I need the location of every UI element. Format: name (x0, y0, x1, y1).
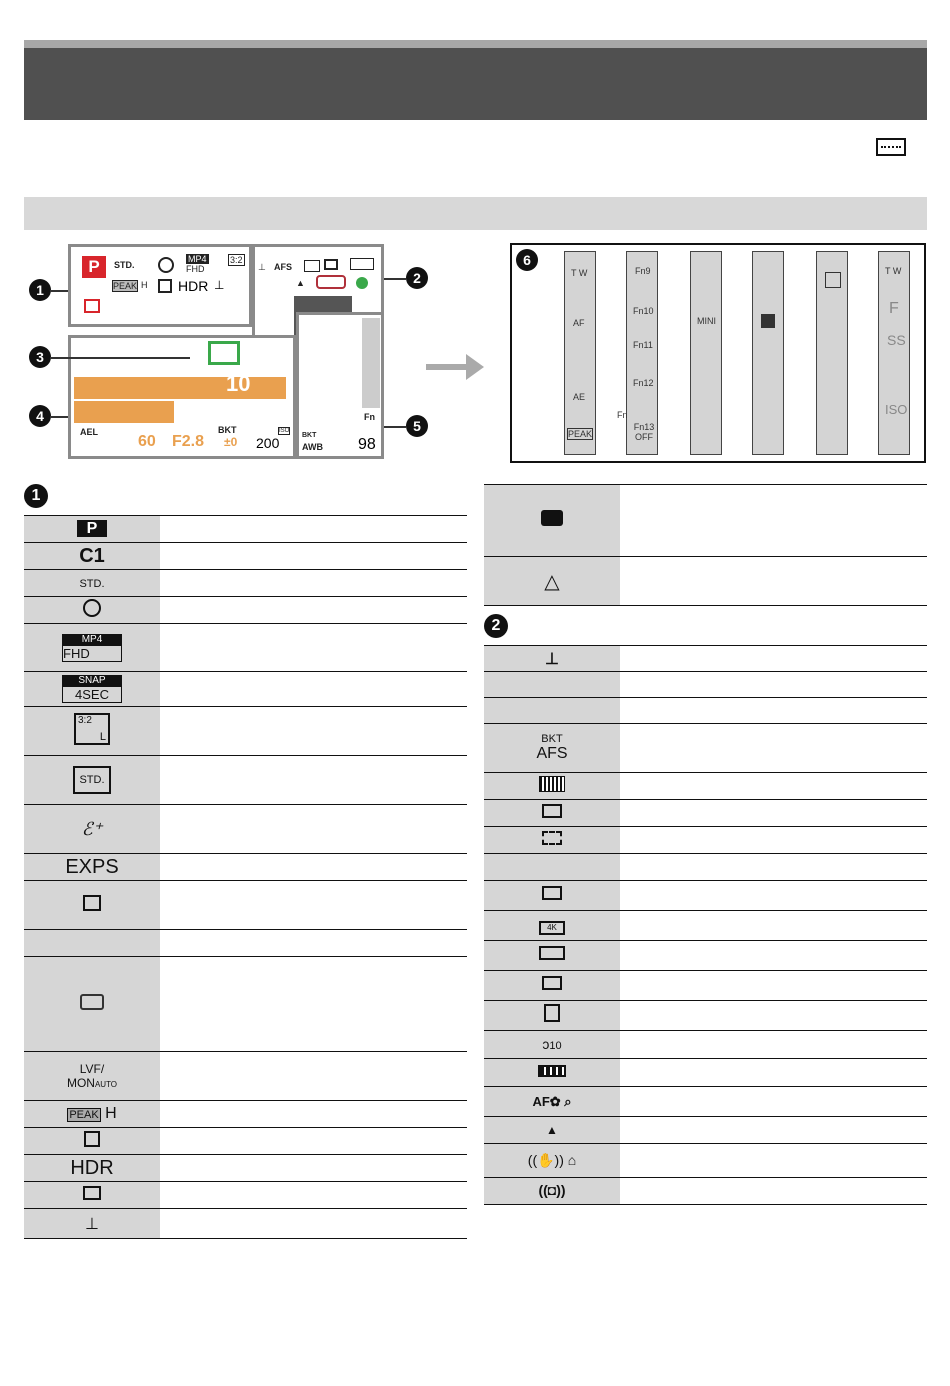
leader-1 (50, 290, 68, 292)
rec-format-icon: MP4 (62, 634, 122, 645)
table-row (484, 646, 927, 672)
mini-icon: MINI (697, 316, 716, 326)
table-row (484, 698, 927, 724)
table-row (24, 672, 467, 707)
picker-icon (825, 272, 841, 288)
table-row (484, 827, 927, 854)
section-1-continued-table (484, 484, 927, 606)
table-row (24, 881, 467, 930)
snap-icon: SNAP (62, 675, 122, 686)
fn12-icon: Fn12 (633, 378, 654, 388)
table-row: ↄ10 (484, 1031, 927, 1059)
fn-tab-label: Fn (617, 410, 628, 420)
exposure-value: ±0 (224, 435, 238, 449)
marker-3: 3 (29, 346, 51, 368)
tab-column-6[interactable] (878, 251, 910, 455)
timer-value: 10 (226, 371, 251, 396)
quality-std-icon: STD. (73, 766, 110, 794)
table-row (484, 881, 927, 911)
iso-icon: ISO (885, 402, 908, 417)
display-panel-3-4 (68, 335, 296, 459)
table-row (484, 1059, 927, 1087)
tab-column-4[interactable] (752, 251, 784, 455)
table-row (24, 1101, 467, 1128)
peak-icon: PEAK (69, 1109, 99, 1121)
fn10-icon: Fn10 (633, 306, 654, 316)
afs-icon: AFS (536, 745, 568, 762)
pinpoint-icon (542, 804, 562, 818)
doc-page-icon (876, 138, 906, 156)
shutter-value: 60 (138, 433, 156, 450)
leader-4 (50, 416, 68, 418)
touch-af-icon: AF (573, 318, 585, 328)
ael-label: AEL (80, 427, 98, 437)
marker-5: 5 (406, 415, 428, 437)
table-row (484, 911, 927, 941)
battery-icon (350, 258, 374, 270)
fn11-icon: Fn11 (633, 340, 653, 350)
table-row (24, 1209, 467, 1239)
level-icon: ⊥ (85, 1215, 99, 1233)
highlight-band-2 (74, 401, 174, 423)
header-band (24, 48, 927, 120)
area-icon (304, 260, 320, 272)
table-row (484, 1178, 927, 1205)
tab-column-5[interactable] (816, 251, 848, 455)
table-row (24, 624, 467, 672)
section-2-table (484, 645, 927, 1205)
camera-icon (80, 994, 104, 1010)
lvf-icon: LVF/ (79, 1062, 105, 1076)
crosshair-icon: ⊥ (258, 262, 266, 272)
table-row (24, 930, 467, 957)
section-1-table (24, 515, 467, 1239)
rec-indicator (356, 277, 368, 289)
display-panel-1 (68, 244, 252, 327)
table-row (24, 854, 467, 881)
tab-column-3[interactable] (690, 251, 722, 455)
marker-6: 6 (516, 249, 538, 271)
multi-exposure-icon (83, 1186, 101, 1200)
mode-icon: P (82, 256, 106, 278)
bracket-icon (544, 1004, 560, 1022)
table-row (484, 1001, 927, 1031)
fn13-icon: Fn13 OFF (633, 422, 655, 442)
hdr-label: HDR (178, 278, 209, 294)
zoom-tw-icon: T W (571, 268, 588, 278)
playback-in-icon (84, 299, 100, 313)
gamma-icon (84, 1131, 100, 1147)
video-format-bottom: FHD (186, 264, 205, 274)
marker-2: 2 (406, 267, 428, 289)
fn9-icon: Fn9 (635, 266, 651, 276)
grid-area-icon (539, 776, 565, 792)
table-row (24, 1155, 467, 1182)
arrow-right-icon (466, 354, 484, 380)
table-row (484, 485, 927, 557)
table-row (484, 800, 927, 827)
peak-icon: PEAK (113, 281, 138, 291)
post-focus-icon (539, 946, 565, 960)
snap-length-icon: 4SEC (62, 686, 122, 703)
af-macro-icon: AF✿ ⌕ (532, 1093, 572, 1109)
level-marker-icon: ▲ (546, 1123, 558, 1137)
hdr-icon: HDR (70, 1156, 114, 1179)
table-row (484, 854, 927, 881)
marker-4: 4 (29, 405, 51, 427)
bkt-icon: BKT (541, 733, 563, 745)
level-icon: ⊥ (214, 278, 225, 292)
fn-label[interactable]: Fn (364, 412, 375, 422)
highlight-band-1 (74, 377, 286, 399)
wb-label: AWB (302, 442, 323, 452)
table-row (24, 543, 467, 570)
peak-tab-icon: PEAK (568, 429, 593, 439)
custom-mode-icon: C1 (79, 544, 105, 567)
tab-column-2[interactable] (617, 251, 658, 455)
shake-icon (316, 275, 346, 289)
warning-icon: △ (544, 570, 560, 593)
monochrome-icon (761, 314, 775, 328)
table-row (484, 1087, 927, 1117)
bkt-label-2: BKT (302, 432, 317, 439)
iso-label: ISO (279, 428, 290, 434)
touch-tab[interactable] (362, 318, 380, 408)
mon-auto-icon: AUTO (94, 1080, 118, 1089)
crosshair-icon: ⊥ (545, 650, 559, 668)
display-panel-5 (296, 312, 384, 459)
table-row (24, 1182, 467, 1209)
aperture-value: F2.8 (172, 433, 205, 450)
table-row (24, 516, 467, 543)
timer-10-icon: 10 (549, 1039, 562, 1052)
leader-5 (384, 426, 406, 428)
p-mode-icon: P (77, 520, 108, 537)
header-band-top (24, 40, 927, 48)
tab-column-1[interactable] (564, 251, 596, 455)
gamma-icon (158, 279, 172, 293)
af-frame (208, 341, 240, 365)
shake-icon: ((◘)) (538, 1182, 566, 1198)
arrow-shaft (426, 364, 466, 370)
table-row (24, 805, 467, 854)
table-row (484, 1117, 927, 1144)
table-row (484, 557, 927, 606)
display-panel-6 (510, 243, 926, 463)
creative-icon: ℰ⁺ (81, 818, 103, 839)
flash-off-icon (83, 599, 101, 617)
level-marker-icon: ▲ (296, 278, 305, 288)
table-row (484, 773, 927, 800)
burst-icon (324, 259, 338, 270)
photo-style-icon: STD. (114, 260, 135, 270)
face-detect-icon (542, 831, 562, 845)
exps-icon: EXPS (65, 855, 119, 878)
interval-icon (542, 976, 562, 990)
playback-in-icon (83, 895, 101, 911)
flash-off-icon (158, 257, 174, 273)
peak-level-icon: H (105, 1105, 117, 1122)
table-row (24, 756, 467, 805)
video-format-top: MP4 (188, 254, 207, 264)
table-row (484, 1144, 927, 1178)
burst-h-icon (542, 886, 562, 900)
table-row (24, 1128, 467, 1155)
bkt-label: BKT (218, 425, 237, 435)
leader-3 (50, 357, 190, 359)
peak-level: H (141, 280, 148, 290)
section-1-number: 1 (24, 484, 48, 508)
touch-ae-icon: AE (573, 392, 586, 402)
mon-icon: MON (66, 1076, 95, 1090)
aspect-icon: 3:2 (78, 714, 92, 726)
table-row (484, 971, 927, 1001)
iso-value: 200 (256, 435, 280, 451)
table-row (484, 941, 927, 971)
f-icon: F (889, 300, 899, 317)
movie-photo-icon (541, 510, 563, 526)
table-row (24, 597, 467, 624)
table-row (484, 724, 927, 773)
section-band (24, 197, 927, 230)
table-row (24, 570, 467, 597)
stabilizer-off-icon: ((✋)) ⌂ (527, 1151, 577, 1168)
4k-photo-icon: 4K (539, 921, 565, 935)
aspect-ratio: 3:2 (230, 255, 243, 265)
rec-quality-icon: FHD (62, 645, 122, 662)
table-row (24, 957, 467, 1052)
table-row (24, 1052, 467, 1101)
leader-2 (384, 278, 406, 280)
table-row (484, 672, 927, 698)
section-2-number: 2 (484, 614, 508, 638)
shots-remaining: 98 (358, 436, 376, 453)
photo-style-icon: STD. (79, 578, 105, 590)
size-icon: L (99, 730, 106, 743)
marker-1: 1 (29, 279, 51, 301)
afs-icon: AFS (274, 262, 292, 272)
zoom-tw-icon-2: T W (885, 266, 902, 276)
ss-icon: SS (887, 332, 906, 348)
battery-icon (538, 1065, 566, 1077)
table-row (24, 707, 467, 756)
